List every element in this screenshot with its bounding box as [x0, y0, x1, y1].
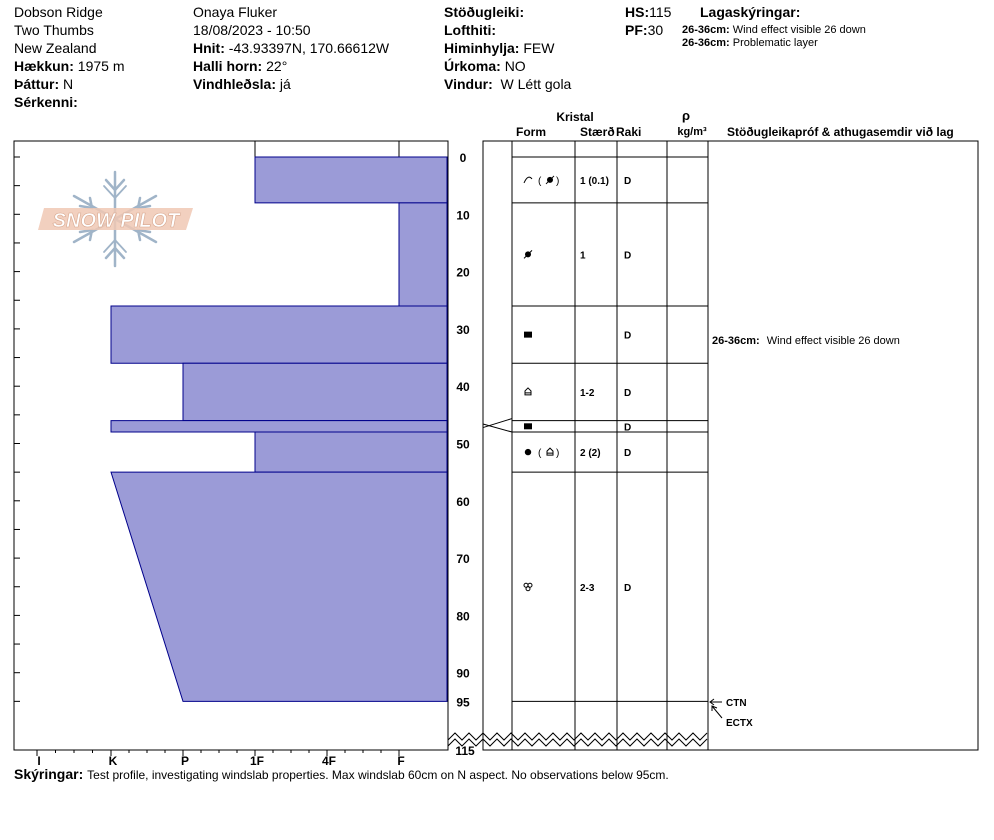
wind-loading-label: Vindhleðsla: [193, 76, 276, 92]
precip-decomposing-icon [524, 177, 532, 183]
layer-moisture: D [624, 175, 632, 187]
elevation-label: Hækkun: [14, 58, 74, 74]
hardness-layer-bar [111, 421, 447, 432]
crust-icon [524, 423, 532, 429]
arrow-icon [712, 706, 722, 718]
hardness-layer-bar [183, 363, 447, 420]
depth-tick-label: 80 [456, 609, 470, 624]
hardness-profile [111, 157, 447, 701]
precip-label: Úrkoma: [444, 58, 501, 74]
layer-row [524, 583, 631, 594]
hardness-tick-label: K [108, 754, 118, 768]
aspect-value: N [63, 76, 74, 92]
pf-value: 30 [647, 22, 664, 38]
legend-item-depth: 26-36cm: [682, 37, 730, 49]
stability-test-label: CTN [726, 698, 747, 709]
break-line [448, 733, 707, 740]
paren-open: ( [538, 448, 542, 460]
layer-row [525, 448, 631, 459]
layer-size: 1 [580, 250, 586, 262]
layer-row [525, 388, 631, 399]
hardness-tick-label: I [37, 754, 41, 768]
footer-text: Test profile, investigating windslab properties. Max windslab 60cm on N aspect. No observations below 95cm. [87, 768, 669, 782]
snowpilot-logo [38, 172, 193, 266]
layer-moisture: D [624, 582, 632, 594]
rho-header: ρ [681, 108, 691, 123]
comment-text: Wind effect visible 26 down [766, 335, 900, 347]
country-name: New Zealand [14, 40, 97, 56]
comments-header: Stöðugleikapróf & athugasemdir við lag [727, 125, 954, 139]
faceted-icon [547, 448, 553, 455]
arrow-icon [710, 699, 722, 705]
layer-moisture: D [624, 448, 632, 460]
precip-value: NO [504, 58, 526, 74]
depth-tick-label: 70 [456, 552, 470, 567]
layer-row [524, 176, 631, 187]
paren-close: ) [556, 448, 560, 460]
layer-moisture: D [624, 422, 632, 434]
sky-label: Himinhylja: [444, 40, 520, 56]
footer-notes [14, 767, 669, 781]
depth-tick-label: 40 [456, 380, 470, 395]
density-unit-header: kg/m³ [677, 126, 707, 138]
depth-tick-label: 95 [456, 695, 470, 710]
hardness-tick-label: 4F [321, 754, 337, 768]
elevation-value: 1975 m [77, 58, 125, 74]
depth-tick-label: 0 [459, 151, 467, 165]
wind-loading-value: já [279, 76, 291, 92]
wind-label: Vindur: [444, 76, 493, 92]
features-label: Sérkenni: [14, 94, 78, 110]
comment-row [712, 335, 900, 347]
form-header: Form [516, 125, 546, 139]
depth-tick-label: 20 [456, 265, 470, 280]
layer-connector [483, 419, 512, 428]
layer-size: 2 (2) [580, 448, 601, 460]
break-line [448, 739, 707, 746]
melt-forms-icon [526, 587, 530, 591]
hs-value: 115 [649, 4, 672, 20]
hardness-tick-label: F [397, 754, 405, 768]
wind-value: W Létt gola [500, 76, 572, 92]
observer-name: Onaya Fluker [193, 4, 278, 20]
slope-label: Halli horn: [193, 58, 263, 74]
aspect-label: Þáttur: [14, 76, 60, 92]
layer-moisture: D [624, 250, 632, 262]
air-temp-label: Lofthiti: [444, 22, 497, 38]
faceted-icon [525, 388, 531, 395]
comment-depth: 26-36cm: [712, 335, 760, 347]
depth-tick-label: 90 [456, 666, 470, 681]
rounded-icon [525, 449, 531, 455]
layer-row [524, 331, 631, 342]
hardness-layer-bar [111, 472, 447, 701]
hardness-layer-bar [111, 306, 447, 363]
layer-rows [483, 157, 708, 701]
range-name: Two Thumbs [14, 22, 94, 38]
stability-test-ectx [712, 706, 753, 729]
paren-close: ) [556, 175, 560, 187]
hardness-layer-bar [255, 432, 447, 472]
hardness-tick-label: P [180, 754, 190, 768]
depth-tick-label: 10 [456, 208, 470, 223]
paren-open: ( [538, 175, 542, 187]
layer-connector [483, 424, 512, 432]
kristal-header: Kristal [556, 110, 594, 124]
observation-datetime: 18/08/2023 - 10:50 [193, 22, 311, 38]
hardness-grid [255, 141, 399, 157]
layer-size: 1-2 [580, 387, 595, 399]
legend-item-depth: 26-36cm: [682, 24, 730, 36]
depth-tick-label: 50 [456, 437, 470, 452]
layer-size: 2-3 [580, 582, 595, 594]
legend-title: Lagaskýringar: [700, 4, 801, 20]
size-header: Stærð [580, 125, 615, 139]
coords-label: Hnit: [193, 40, 225, 56]
logo-text: SNOW PILOT [52, 210, 180, 232]
pf-label: PF: [625, 22, 648, 38]
legend-item-text: Wind effect visible 26 down [732, 24, 866, 36]
legend-item-text: Problematic layer [732, 37, 818, 49]
layer-moisture: D [624, 330, 632, 342]
hs-label: HS: [625, 4, 650, 20]
hardness-tick-label: 1F [249, 754, 265, 768]
layer-moisture: D [624, 387, 632, 399]
depth-bottom-label: 115 [455, 744, 475, 758]
slope-value: 22° [266, 58, 288, 74]
location-name: Dobson Ridge [14, 4, 103, 20]
layer-row [524, 250, 631, 261]
depth-tick-label: 60 [456, 494, 470, 509]
depth-tick-label: 30 [456, 322, 470, 337]
stability-test-label: ECTX [726, 718, 753, 729]
moisture-header: Raki [616, 125, 642, 139]
coords-value: -43.93397N, 170.66612W [228, 40, 390, 56]
footer-label: Skýringar: [14, 766, 84, 782]
stability-label: Stöðugleiki: [444, 4, 525, 20]
crust-icon [524, 332, 532, 338]
sky-value: FEW [523, 40, 555, 56]
layer-table-frame [483, 141, 978, 750]
hardness-layer-bar [399, 203, 447, 306]
hardness-axis [37, 750, 405, 768]
layer-size: 1 (0.1) [580, 175, 609, 187]
hardness-layer-bar [255, 157, 447, 203]
